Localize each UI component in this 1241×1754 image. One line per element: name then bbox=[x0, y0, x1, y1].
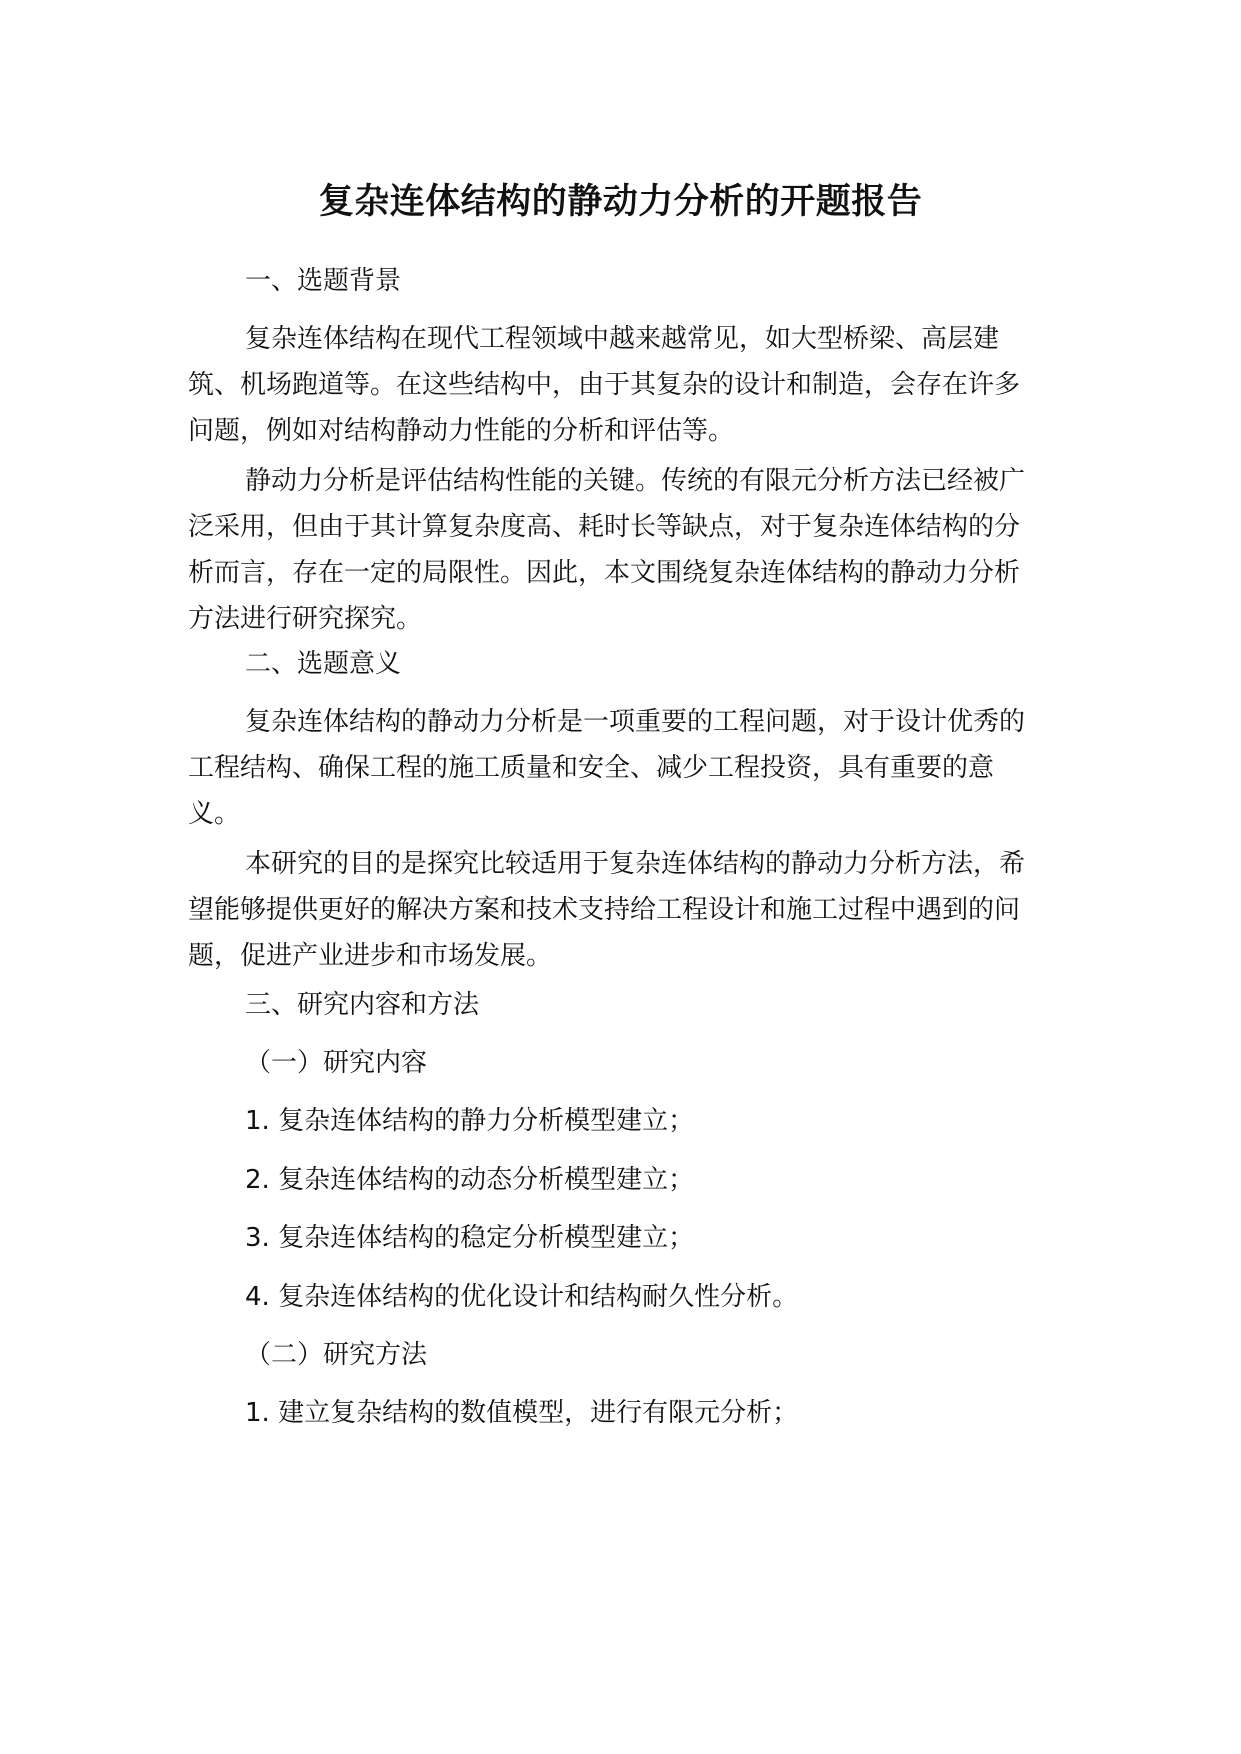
section-heading-content-method: 三、研究内容和方法 bbox=[245, 990, 480, 1020]
list-item: 3. 复杂连体结构的稳定分析模型建立； bbox=[245, 1223, 695, 1253]
list-item: 1. 复杂连体结构的静力分析模型建立； bbox=[245, 1106, 695, 1136]
paragraph-background-2: 静动力分析是评估结构性能的关键。传统的有限元分析方法已经被广泛采用，但由于其计算复杂度高、耗时长等缺点，对于复杂连体结构的分析而言，存在一定的局限性。因此，本文围绕复杂连体结构的静动力分析方法进行研究探究。 bbox=[188, 466, 1026, 634]
list-item: 4. 复杂连体结构的优化设计和结构耐久性分析。 bbox=[245, 1282, 799, 1312]
document-title: 复杂连体结构的静动力分析的开题报告 bbox=[318, 182, 923, 222]
list-item: 1. 建立复杂结构的数值模型，进行有限元分析； bbox=[245, 1398, 799, 1428]
paragraph-significance-2: 本研究的目的是探究比较适用于复杂连体结构的静动力分析方法，希望能够提供更好的解决方案和技术支持给工程设计和施工过程中遇到的问题，促进产业进步和市场发展。 bbox=[188, 849, 1026, 971]
paragraph-significance-1: 复杂连体结构的静动力分析是一项重要的工程问题，对于设计优秀的工程结构、确保工程的施工质量和安全、减少工程投资，具有重要的意义。 bbox=[188, 707, 1026, 829]
section-heading-background: 一、选题背景 bbox=[245, 266, 402, 296]
subheading-research-method: （二）研究方法 bbox=[245, 1340, 428, 1370]
subheading-research-content: （一）研究内容 bbox=[245, 1048, 428, 1078]
section-heading-significance: 二、选题意义 bbox=[245, 649, 402, 679]
list-item: 2. 复杂连体结构的动态分析模型建立； bbox=[245, 1165, 695, 1195]
paragraph-background-1: 复杂连体结构在现代工程领域中越来越常见，如大型桥梁、高层建筑、机场跑道等。在这些结构中，由于其复杂的设计和制造，会存在许多问题，例如对结构静动力性能的分析和评估等。 bbox=[188, 324, 1021, 446]
